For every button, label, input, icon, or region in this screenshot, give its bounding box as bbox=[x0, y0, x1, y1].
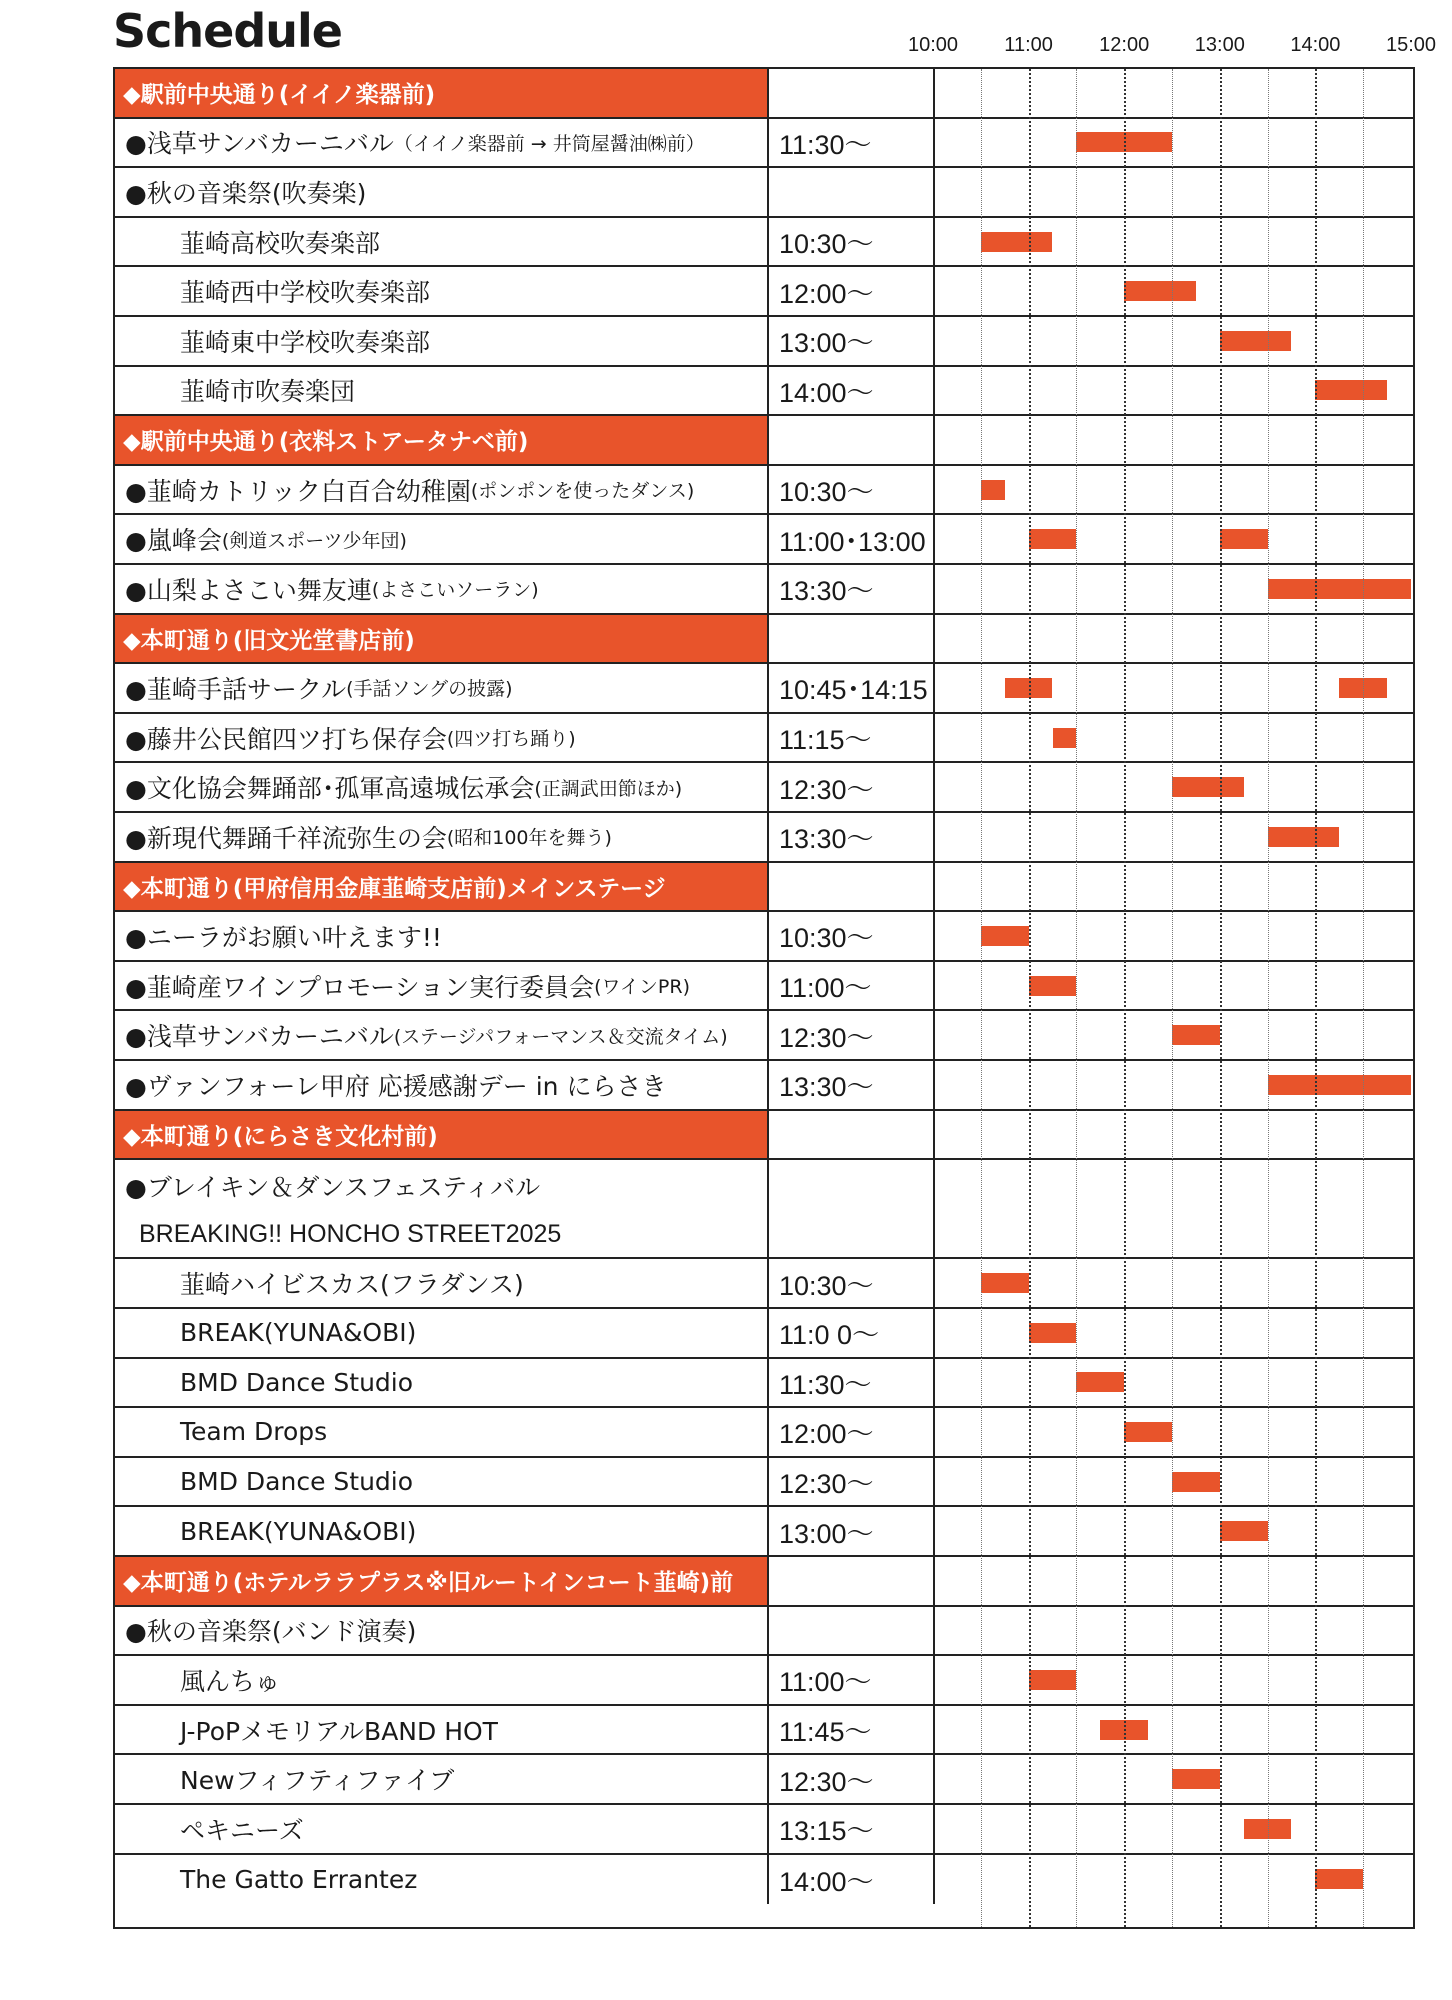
event-name bbox=[115, 1458, 769, 1506]
event-time: 13:30〜 bbox=[769, 1061, 935, 1109]
time-bar bbox=[1076, 132, 1172, 152]
event-time: 10:30〜 bbox=[769, 912, 935, 960]
timeline-cell bbox=[935, 367, 1413, 415]
schedule-row bbox=[115, 1607, 1413, 1657]
time-bar bbox=[1339, 678, 1387, 698]
time-bar bbox=[1220, 331, 1292, 351]
time-bar bbox=[1268, 579, 1411, 599]
time-bar bbox=[1172, 1025, 1220, 1045]
event-name bbox=[115, 1259, 769, 1307]
event-time: 13:15〜 bbox=[769, 1805, 935, 1853]
event-time: 13:30〜 bbox=[769, 565, 935, 613]
event-name bbox=[115, 664, 769, 712]
schedule-row bbox=[115, 912, 1413, 962]
event-time: 12:00〜 bbox=[769, 1408, 935, 1456]
hour-label: 11:00 bbox=[1004, 34, 1053, 56]
timeline-cell bbox=[935, 1408, 1413, 1456]
event-name-text: 韮崎市吹奏楽団 bbox=[180, 377, 356, 407]
event-name bbox=[115, 1061, 769, 1109]
event-name bbox=[115, 1309, 769, 1357]
time-bar bbox=[1172, 1472, 1220, 1492]
schedule-row bbox=[115, 763, 1413, 813]
event-name bbox=[115, 1160, 769, 1257]
event-time: 10:45･14:15 bbox=[769, 664, 935, 712]
event-time: 11:15〜 bbox=[769, 714, 935, 762]
time-bar bbox=[1268, 1075, 1411, 1095]
schedule-row bbox=[115, 1706, 1413, 1756]
event-name bbox=[115, 714, 769, 762]
event-name bbox=[115, 168, 769, 216]
timeline-cell bbox=[935, 1607, 1413, 1655]
time-bar bbox=[1220, 1521, 1268, 1541]
schedule-row bbox=[115, 1061, 1413, 1111]
event-time bbox=[769, 1557, 935, 1605]
venue-name bbox=[115, 416, 769, 464]
event-name-text: 風んちゅ bbox=[180, 1666, 281, 1696]
schedule-row bbox=[115, 1458, 1413, 1508]
event-time bbox=[769, 1160, 935, 1257]
event-time: 10:30〜 bbox=[769, 1259, 935, 1307]
event-name bbox=[115, 1607, 769, 1655]
time-bar bbox=[1076, 1372, 1124, 1392]
event-name bbox=[115, 1656, 769, 1704]
timeline-cell bbox=[935, 1359, 1413, 1407]
event-time: 10:30〜 bbox=[769, 466, 935, 514]
event-time: 11:0 0〜 bbox=[769, 1309, 935, 1357]
event-name-text: ◆本町通り(にらさき文化村前) bbox=[123, 1123, 438, 1150]
event-name-text: ●新現代舞踊千祥流弥生の会 bbox=[125, 823, 447, 853]
timeline-cell bbox=[935, 69, 1413, 117]
event-name bbox=[115, 565, 769, 613]
event-name-text: ◆本町通り(ホテルララプラス※旧ルートインコート韮崎)前 bbox=[123, 1570, 734, 1597]
event-name-text: ◆本町通り(旧文光堂書店前) bbox=[123, 627, 415, 654]
event-name-text: Team Drops bbox=[180, 1417, 328, 1447]
schedule-row bbox=[115, 218, 1413, 268]
event-time: 12:30〜 bbox=[769, 1755, 935, 1803]
schedule-row bbox=[115, 1755, 1413, 1805]
event-name bbox=[115, 763, 769, 811]
time-bar bbox=[1172, 777, 1244, 797]
schedule-row bbox=[115, 168, 1413, 218]
schedule-row bbox=[115, 565, 1413, 615]
schedule-row bbox=[115, 515, 1413, 565]
event-name bbox=[115, 1706, 769, 1754]
venue-name bbox=[115, 1111, 769, 1159]
event-note: (ポンポンを使ったダンス) bbox=[470, 480, 695, 503]
schedule-row bbox=[115, 119, 1413, 169]
time-bar bbox=[981, 1273, 1029, 1293]
timeline-cell bbox=[935, 1309, 1413, 1357]
event-time: 14:00〜 bbox=[769, 1855, 935, 1905]
event-name-text: ●ニーラがお願い叶えます!! bbox=[125, 922, 442, 952]
event-name bbox=[115, 515, 769, 563]
event-name-text: J-PoPメモリアルBAND HOT bbox=[180, 1716, 498, 1746]
time-bar bbox=[1053, 728, 1077, 748]
venue-header-row bbox=[115, 615, 1413, 665]
venue-name bbox=[115, 69, 769, 117]
event-name-text: BREAK(YUNA&OBI) bbox=[180, 1318, 417, 1348]
event-name-text: ●浅草サンバカーニバル bbox=[125, 1022, 394, 1052]
time-bar bbox=[1029, 529, 1077, 549]
event-note: (手話ソングの披露) bbox=[346, 678, 513, 701]
time-bar bbox=[981, 232, 1053, 252]
schedule-row bbox=[115, 1011, 1413, 1061]
timeline-cell bbox=[935, 1011, 1413, 1059]
schedule-row bbox=[115, 1656, 1413, 1706]
venue-header-row bbox=[115, 863, 1413, 913]
event-name bbox=[115, 813, 769, 861]
event-name bbox=[115, 1755, 769, 1803]
schedule-row bbox=[115, 367, 1413, 417]
event-note: (四ツ打ち踊り) bbox=[446, 728, 576, 751]
event-time: 11:00〜 bbox=[769, 1656, 935, 1704]
event-time bbox=[769, 168, 935, 216]
timeline-cell bbox=[935, 1111, 1413, 1159]
event-name-text: ●浅草サンバカーニバル bbox=[125, 129, 394, 159]
event-time bbox=[769, 1607, 935, 1655]
timeline-cell bbox=[935, 565, 1413, 613]
schedule-row bbox=[115, 1309, 1413, 1359]
time-bar bbox=[1172, 1769, 1220, 1789]
event-name bbox=[115, 1359, 769, 1407]
event-name bbox=[115, 1855, 769, 1905]
event-name bbox=[115, 1507, 769, 1555]
event-name-text: BREAK(YUNA&OBI) bbox=[180, 1516, 417, 1546]
timeline-cell bbox=[935, 763, 1413, 811]
time-bar bbox=[1268, 827, 1340, 847]
timeline-cell bbox=[935, 168, 1413, 216]
venue-header-row bbox=[115, 1111, 1413, 1161]
event-time: 11:30〜 bbox=[769, 119, 935, 167]
event-time: 12:00〜 bbox=[769, 267, 935, 315]
event-name-text: BMD Dance Studio bbox=[180, 1367, 414, 1397]
venue-name bbox=[115, 615, 769, 663]
event-name-text: Newフィフティファイブ bbox=[180, 1766, 455, 1796]
timeline-cell bbox=[935, 863, 1413, 911]
timeline-cell bbox=[935, 1805, 1413, 1853]
time-bar bbox=[1005, 678, 1053, 698]
timeline-cell bbox=[935, 119, 1413, 167]
hour-label: 15:00 bbox=[1385, 34, 1437, 56]
page-title: Schedule bbox=[113, 4, 342, 58]
time-bar bbox=[1029, 1670, 1077, 1690]
event-name bbox=[115, 962, 769, 1010]
hour-label: 10:00 bbox=[907, 34, 959, 56]
time-bar bbox=[1315, 380, 1387, 400]
event-time: 11:30〜 bbox=[769, 1359, 935, 1407]
timeline-cell bbox=[935, 1259, 1413, 1307]
timeline-cell bbox=[935, 267, 1413, 315]
timeline-cell bbox=[935, 1656, 1413, 1704]
event-time: 11:45〜 bbox=[769, 1706, 935, 1754]
timeline-cell bbox=[935, 664, 1413, 712]
event-name-text: 韮崎ハイビスカス(フラダンス) bbox=[180, 1270, 524, 1300]
time-bar bbox=[1029, 976, 1077, 996]
timeline-cell bbox=[935, 218, 1413, 266]
event-note: (剣道スポーツ少年団) bbox=[221, 529, 407, 552]
timeline-cell bbox=[935, 1557, 1413, 1605]
event-note: (昭和100年を舞う) bbox=[446, 827, 612, 850]
schedule-row bbox=[115, 1160, 1413, 1259]
schedule-row bbox=[115, 267, 1413, 317]
event-name-text: ●嵐峰会 bbox=[125, 526, 222, 556]
event-note: （イイノ楽器前 → 井筒屋醤油㈱前） bbox=[393, 132, 705, 155]
event-name-text: ペキニーズ bbox=[180, 1815, 304, 1845]
time-bar bbox=[1029, 1323, 1077, 1343]
schedule-row bbox=[115, 1507, 1413, 1557]
timeline-cell bbox=[935, 1755, 1413, 1803]
venue-header-row bbox=[115, 69, 1413, 119]
timeline-cell bbox=[935, 1160, 1413, 1257]
schedule-row bbox=[115, 1359, 1413, 1409]
event-time: 12:30〜 bbox=[769, 1458, 935, 1506]
event-time: 12:30〜 bbox=[769, 1011, 935, 1059]
schedule-row bbox=[115, 1259, 1413, 1309]
schedule-row bbox=[115, 1805, 1413, 1855]
event-time: 12:30〜 bbox=[769, 763, 935, 811]
hour-label: 13:00 bbox=[1194, 34, 1245, 56]
schedule-row bbox=[115, 466, 1413, 516]
event-name bbox=[115, 1011, 769, 1059]
event-name-line: ●ブレイキン＆ダンスフェスティバル bbox=[125, 1173, 541, 1203]
event-name bbox=[115, 912, 769, 960]
event-note: (よさこいソーラン) bbox=[371, 579, 539, 602]
event-name bbox=[115, 119, 769, 167]
schedule-row bbox=[115, 714, 1413, 764]
event-note: (ワインPR) bbox=[594, 976, 690, 999]
timeline-cell bbox=[935, 1706, 1413, 1754]
event-name-text: ●秋の音楽祭(バンド演奏) bbox=[125, 1617, 417, 1647]
timeline-cell bbox=[935, 615, 1413, 663]
event-name-text: ◆駅前中央通り(衣料ストアータナベ前) bbox=[123, 429, 529, 456]
event-name-text: ●藤井公民館四ツ打ち保存会 bbox=[125, 724, 447, 754]
event-subtitle-line: BREAKING!! HONCHO STREET2025 bbox=[139, 1220, 562, 1249]
event-name-text: The Gatto Errantez bbox=[180, 1864, 418, 1894]
schedule-row bbox=[115, 813, 1413, 863]
event-time: 11:00〜 bbox=[769, 962, 935, 1010]
event-name-text: ●山梨よさこい舞友連 bbox=[125, 575, 372, 605]
venue-header-row bbox=[115, 416, 1413, 466]
timeline-cell bbox=[935, 416, 1413, 464]
event-name-text: 韮崎西中学校吹奏楽部 bbox=[180, 278, 431, 308]
time-bar bbox=[1220, 529, 1268, 549]
event-name bbox=[115, 1408, 769, 1456]
event-name bbox=[115, 218, 769, 266]
event-name bbox=[115, 466, 769, 514]
schedule-table bbox=[113, 67, 1415, 1929]
schedule-row bbox=[115, 1408, 1413, 1458]
venue-name bbox=[115, 863, 769, 911]
event-time: 10:30〜 bbox=[769, 218, 935, 266]
event-name bbox=[115, 317, 769, 365]
timeline-cell bbox=[935, 317, 1413, 365]
time-bar bbox=[981, 926, 1029, 946]
time-bar bbox=[1244, 1819, 1292, 1839]
timeline-cell bbox=[935, 515, 1413, 563]
event-time: 14:00〜 bbox=[769, 367, 935, 415]
time-bar bbox=[981, 480, 1005, 500]
event-name-text: BMD Dance Studio bbox=[180, 1467, 414, 1497]
event-time bbox=[769, 69, 935, 117]
venue-header-row bbox=[115, 1557, 1413, 1607]
timeline-cell bbox=[935, 1507, 1413, 1555]
venue-name bbox=[115, 1557, 769, 1605]
event-name-text: ●ヴァンフォーレ甲府 応援感謝デー in にらさき bbox=[125, 1071, 667, 1101]
timeline-cell bbox=[935, 466, 1413, 514]
schedule-row bbox=[115, 664, 1413, 714]
timeline-cell bbox=[935, 962, 1413, 1010]
event-name-text: ◆本町通り(甲府信用金庫韮崎支店前)メインステージ bbox=[123, 875, 666, 902]
event-name-text: 韮崎東中学校吹奏楽部 bbox=[180, 327, 431, 357]
time-bar bbox=[1100, 1720, 1148, 1740]
event-name bbox=[115, 1805, 769, 1853]
event-time: 13:00〜 bbox=[769, 1507, 935, 1555]
timeline-cell bbox=[935, 1061, 1413, 1109]
schedule-row bbox=[115, 1855, 1413, 1905]
event-time bbox=[769, 416, 935, 464]
event-time bbox=[769, 1111, 935, 1159]
event-note: (ステージパフォーマンス＆交流タイム) bbox=[393, 1025, 728, 1048]
event-time: 11:00･13:00 bbox=[769, 515, 935, 563]
event-name-text: ◆駅前中央通り(イイノ楽器前) bbox=[123, 82, 436, 109]
timeline-cell bbox=[935, 714, 1413, 762]
time-bar bbox=[1124, 281, 1196, 301]
timeline-cell bbox=[935, 813, 1413, 861]
event-name-text: 韮崎高校吹奏楽部 bbox=[180, 228, 381, 258]
event-time bbox=[769, 863, 935, 911]
event-time bbox=[769, 615, 935, 663]
hour-label: 12:00 bbox=[1099, 34, 1150, 56]
time-bar bbox=[1124, 1422, 1172, 1442]
timeline-cell bbox=[935, 912, 1413, 960]
event-name-text: ●韮崎カトリック白百合幼稚園 bbox=[125, 476, 471, 506]
timeline-cell bbox=[935, 1458, 1413, 1506]
time-bar bbox=[1315, 1869, 1363, 1889]
event-time: 13:00〜 bbox=[769, 317, 935, 365]
event-name-text: ●秋の音楽祭(吹奏楽) bbox=[125, 178, 367, 208]
event-name bbox=[115, 267, 769, 315]
event-time: 13:30〜 bbox=[769, 813, 935, 861]
event-name bbox=[115, 367, 769, 415]
timeline-cell bbox=[935, 1855, 1413, 1905]
event-name-text: ●韮崎手話サークル bbox=[125, 674, 347, 704]
schedule-row bbox=[115, 962, 1413, 1012]
hour-label: 14:00 bbox=[1290, 34, 1341, 56]
event-name-text: ●韮崎産ワインプロモーション実行委員会 bbox=[125, 972, 595, 1002]
event-name-text: ●文化協会舞踊部･孤軍高遠城伝承会 bbox=[125, 774, 535, 804]
schedule-row bbox=[115, 317, 1413, 367]
event-note: (正調武田節ほか) bbox=[534, 777, 683, 800]
